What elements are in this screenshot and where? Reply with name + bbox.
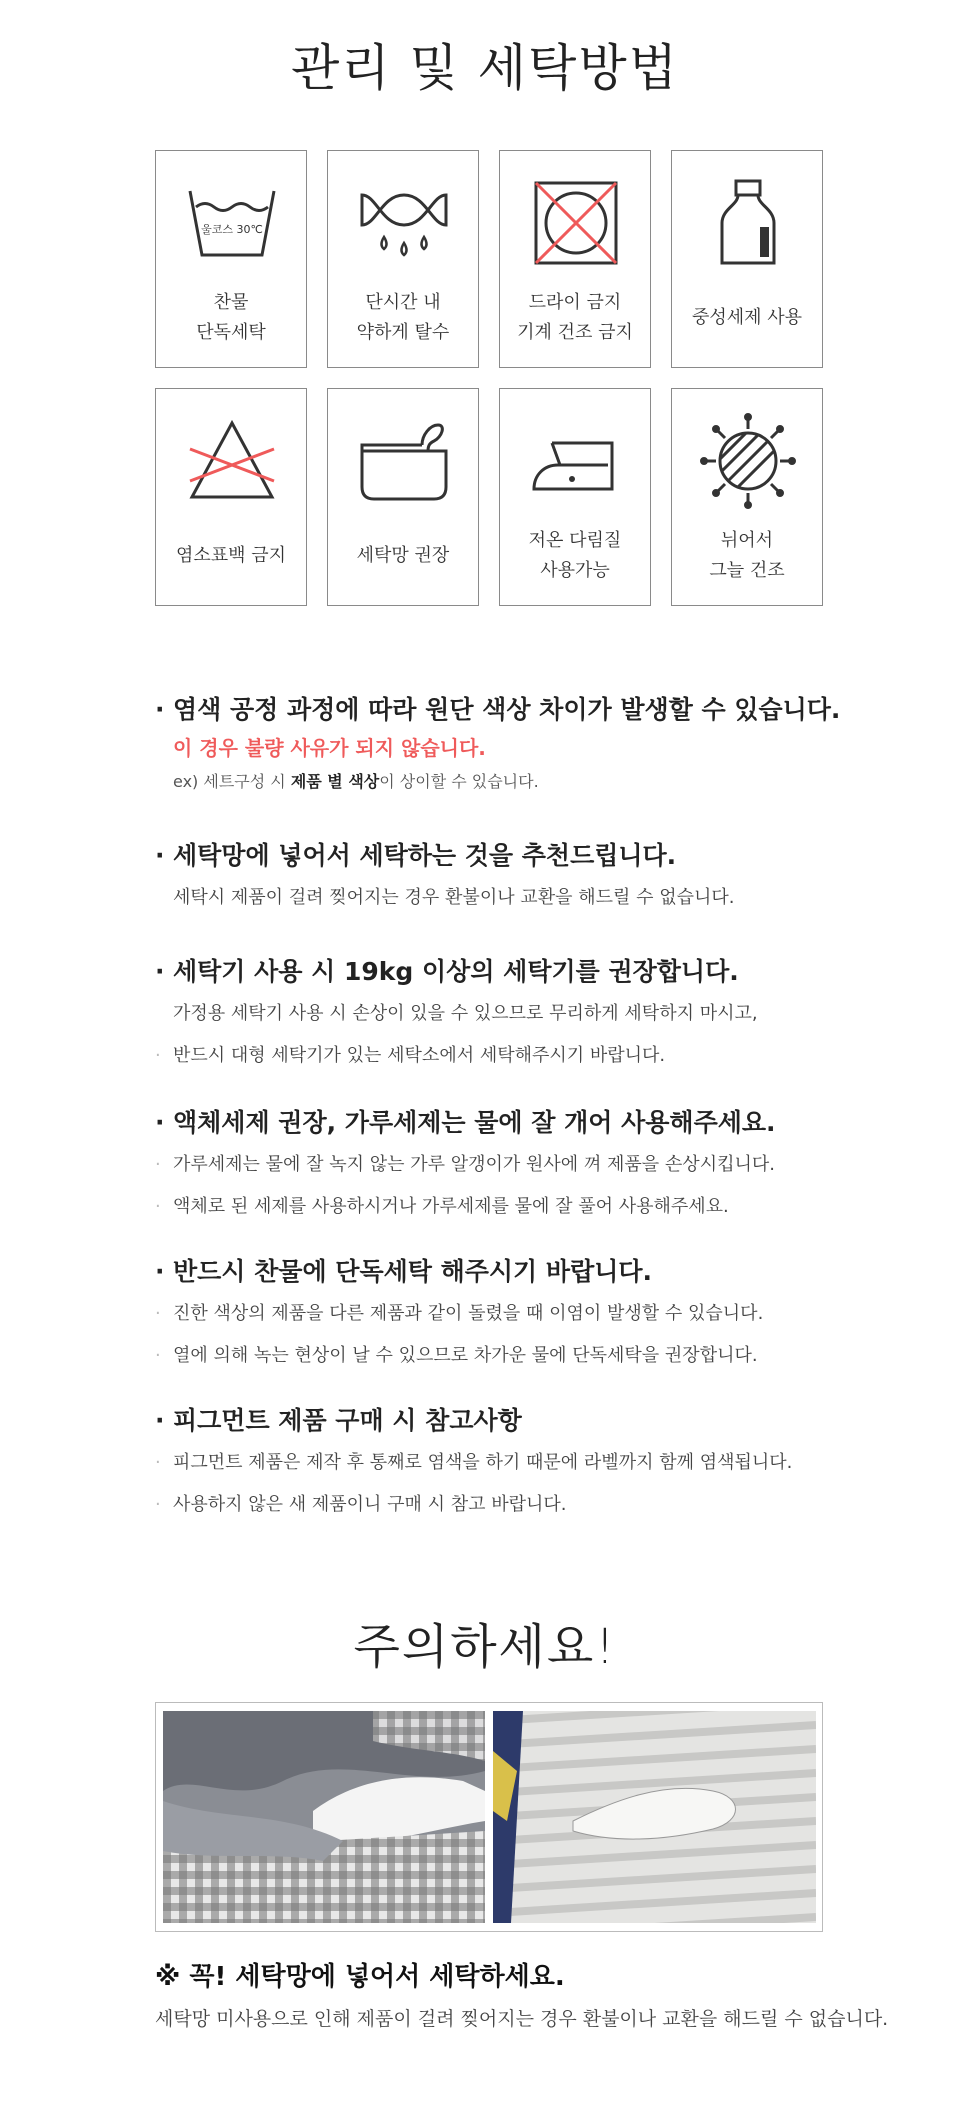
no-tumble-dry-icon [526, 173, 626, 273]
detergent-bottle-icon [698, 173, 798, 273]
care-label-iron: 저온 다림질 사용가능 [528, 530, 622, 581]
note-detergent [155, 1107, 855, 1221]
note-washer-line-1: 가정용 세탁기 사용 시 손상이 있을 수 있으므로 무리하게 세탁하지 마시고, [173, 1003, 758, 1024]
care-card-wash [155, 150, 307, 368]
care-label-detergent: 중성세제 사용 [691, 307, 803, 328]
note-cold-water-line-2: · 열에 의해 녹는 현상이 날 수 있으므로 차가운 물에 단독세탁을 권장합니다. [155, 1345, 758, 1366]
note-pigment-line-1: · 피그먼트 제품은 제작 후 통째로 염색을 하기 때문에 라벨까지 함께 염색됩니다. [155, 1452, 793, 1473]
note-washer-heading: · 세탁기 사용 시 19kg 이상의 세탁기를 권장합니다. [155, 956, 855, 988]
care-label-dry-flat: 뉘어서 그늘 건조 [709, 530, 785, 581]
note-pigment-line-2: · 사용하지 않은 새 제품이니 구매 시 참고 바랍니다. [155, 1494, 567, 1515]
care-card-iron [499, 388, 651, 606]
torn-pillow-photo [493, 1711, 816, 1923]
note-laundry-net-line: 세탁시 제품이 걸려 찢어지는 경우 환불이나 교환을 해드릴 수 없습니다. [173, 887, 735, 908]
no-bleach-icon [182, 411, 282, 511]
note-washer-line-2: · 반드시 대형 세탁기가 있는 세탁소에서 세탁해주시기 바랍니다. [155, 1045, 666, 1066]
care-card-dry-flat [671, 388, 823, 606]
note-detergent-line-1: · 가루세제는 물에 잘 녹지 않는 가루 알갱이가 원사에 껴 제품을 손상시킵니다. [155, 1154, 775, 1175]
damage-photos [155, 1702, 823, 1932]
note-laundry-net [155, 840, 855, 912]
note-dye-warning: 이 경우 불량 사유가 되지 않습니다. [173, 736, 486, 760]
note-detergent-line-2: · 액체로 된 세제를 사용하시거나 가루세제를 물에 잘 풀어 사용해주세요. [155, 1196, 729, 1217]
warning-text: 세탁망 미사용으로 인해 제품이 걸려 찢어지는 경우 환불이나 교환을 해드릴 수 없습니다. [155, 2008, 889, 2030]
note-laundry-net-heading: · 세탁망에 넣어서 세탁하는 것을 추천드립니다. [155, 840, 855, 872]
note-dye-heading: · 염색 공정 과정에 따라 원단 색상 차이가 발생할 수 있습니다. [155, 694, 855, 726]
wash-temp-badge: 울코스 30℃ [201, 223, 263, 236]
note-washer [155, 956, 855, 1070]
care-card-detergent [671, 150, 823, 368]
care-label-wash: 찬물 단독세탁 [196, 292, 266, 343]
care-card-no-dry [499, 150, 651, 368]
note-pigment [155, 1405, 855, 1519]
dry-flat-shade-icon [698, 411, 798, 511]
note-detergent-heading: · 액체세제 권장, 가루세제는 물에 잘 개어 사용해주세요. [155, 1107, 855, 1139]
care-card-wring [327, 150, 479, 368]
wring-icon [354, 173, 454, 273]
care-label-no-bleach: 염소표백 금지 [175, 545, 287, 566]
care-card-no-bleach [155, 388, 307, 606]
care-label-no-dry: 드라이 금지 기계 건조 금지 [517, 292, 633, 343]
note-cold-water-heading: · 반드시 찬물에 단독세탁 해주시기 바랍니다. [155, 1256, 855, 1288]
washtub-icon [182, 173, 282, 273]
care-card-laundry-net [327, 388, 479, 606]
note-dye [155, 694, 855, 796]
care-title: 관리 및 세탁방법 [291, 39, 679, 97]
iron-icon [526, 411, 626, 511]
care-label-laundry-net: 세탁망 권장 [356, 545, 450, 566]
laundry-net-icon [354, 411, 454, 511]
torn-blanket-photo [163, 1711, 485, 1923]
note-dye-example: ex) 세트구성 시 제품 별 색상이 상이할 수 있습니다. [173, 772, 539, 791]
warning-heading: ※ 꼭! 세탁망에 넣어서 세탁하세요. [155, 1962, 565, 1992]
note-cold-water [155, 1256, 855, 1370]
note-pigment-heading: · 피그먼트 제품 구매 시 참고사항 [155, 1405, 855, 1437]
note-cold-water-line-1: · 진한 색상의 제품을 다른 제품과 같이 돌렸을 때 이염이 발생할 수 있습니다. [155, 1303, 764, 1324]
caution-title: 주의하세요! [353, 1619, 617, 1675]
care-label-wring: 단시간 내 약하게 탈수 [356, 292, 450, 343]
